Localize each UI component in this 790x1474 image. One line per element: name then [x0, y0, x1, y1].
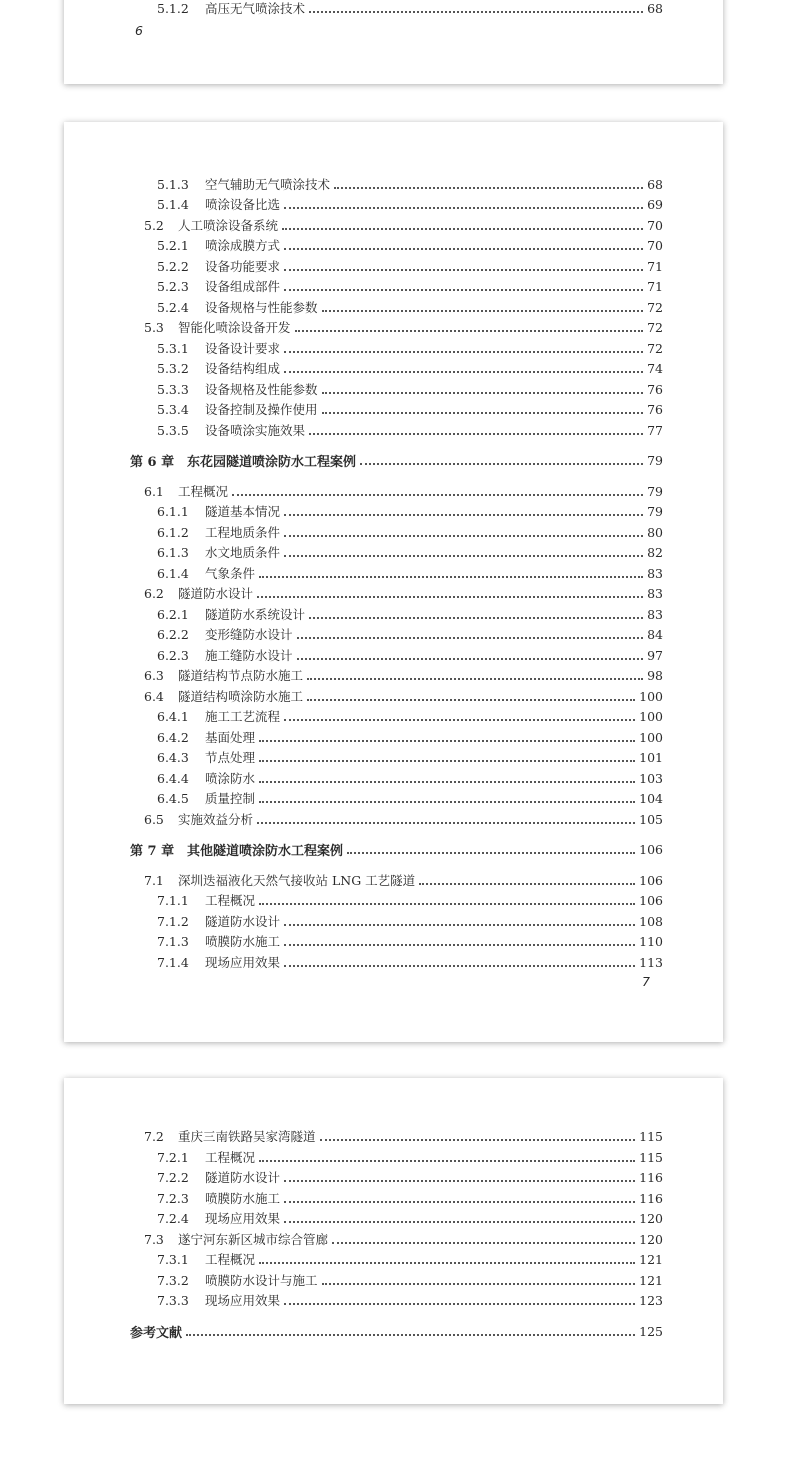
toc-entry-page: 69 [647, 196, 663, 212]
toc-entry-title: 隧道防水设计 [178, 586, 254, 601]
toc-entry-page: 74 [647, 360, 663, 376]
toc-entry-number: 7.2.3 [157, 1190, 189, 1206]
toc-entry-page: 72 [647, 319, 663, 335]
toc-entry [157, 277, 663, 295]
toc-entry-number: 5.2.2 [157, 258, 189, 274]
toc-entry-title: 现场应用效果 [205, 1293, 281, 1308]
toc-entry [157, 1291, 663, 1309]
toc-chapter-entry [130, 451, 663, 469]
toc-entry-page: 115 [639, 1128, 663, 1144]
toc-entry-title: 隧道防水设计 [205, 1170, 281, 1185]
toc-entry-number: 6.4.2 [157, 729, 189, 745]
toc-entry-page: 97 [647, 647, 663, 663]
toc-entry-page: 84 [647, 626, 663, 642]
dot-leader [282, 228, 643, 230]
toc-entry-title: 设备组成部件 [205, 279, 281, 294]
dot-leader [347, 852, 635, 854]
toc-entry [157, 769, 663, 787]
toc-entry-title: 基面处理 [205, 730, 256, 745]
dot-leader [307, 699, 635, 701]
toc-entry-title: 设备设计要求 [205, 341, 281, 356]
dot-leader [322, 412, 643, 414]
toc-entry-title: 现场应用效果 [205, 1211, 281, 1226]
dot-leader [259, 801, 635, 803]
toc-entry [157, 748, 663, 766]
dot-leader [186, 1334, 635, 1336]
toc-entry [157, 646, 663, 664]
toc-entry [157, 1189, 663, 1207]
toc-entry-number: 6.3 [144, 667, 164, 683]
toc-entry-title: 人工喷涂设备系统 [178, 218, 279, 233]
dot-leader [284, 1303, 635, 1305]
toc-entry-title: 参考文献 [130, 1325, 183, 1341]
toc-entry-number: 7.3.1 [157, 1251, 189, 1267]
toc-entry [144, 482, 663, 500]
toc-entry-number: 7.1.3 [157, 933, 189, 949]
dot-leader [284, 269, 643, 271]
dot-leader [297, 637, 643, 639]
dot-leader [259, 781, 635, 783]
dot-leader [257, 596, 643, 598]
toc-entry-title: 工程概况 [205, 1252, 256, 1267]
toc-entry-title: 实施效益分析 [178, 812, 254, 827]
toc-entry-title: 喷膜防水施工 [205, 1191, 281, 1206]
toc-entry-number: 6.1.1 [157, 503, 189, 519]
toc-entry-title: 其他隧道喷涂防水工程案例 [187, 843, 344, 859]
toc-entry [157, 1250, 663, 1268]
dot-leader [284, 514, 643, 516]
toc-entry-page: 83 [647, 585, 663, 601]
toc-entry [157, 912, 663, 930]
toc-entry-number: 6.4 [144, 688, 164, 704]
document-page [64, 0, 723, 84]
dot-leader [284, 351, 643, 353]
toc-entry-page: 121 [639, 1272, 663, 1288]
toc-entry-page: 98 [647, 667, 663, 683]
toc-entry-page: 106 [639, 841, 663, 857]
toc-entry [144, 687, 663, 705]
toc-entry-title: 施工缝防水设计 [205, 648, 293, 663]
dot-leader [284, 944, 635, 946]
toc-entry [157, 605, 663, 623]
toc-entry-number: 6.2.1 [157, 606, 189, 622]
toc-entry [157, 564, 663, 582]
toc-entry-title: 设备功能要求 [205, 259, 281, 274]
toc-entry-title: 质量控制 [205, 791, 256, 806]
toc-entry [144, 871, 663, 889]
toc-entry-page: 79 [647, 503, 663, 519]
toc-entry-number: 7.3.3 [157, 1292, 189, 1308]
toc-entry-page: 103 [639, 770, 663, 786]
dot-leader [360, 463, 643, 465]
toc-entry-title: 遂宁河东新区城市综合管廊 [178, 1232, 329, 1247]
toc-entry-number: 6.4.4 [157, 770, 189, 786]
toc-entry-number: 6.1 [144, 483, 164, 499]
toc-entry-title: 喷膜防水设计与施工 [205, 1273, 318, 1288]
toc-entry-number: 7.1.1 [157, 892, 189, 908]
toc-entry [157, 298, 663, 316]
toc-entry-number: 5.1.3 [157, 176, 189, 192]
toc-entry-number: 5.3.5 [157, 422, 189, 438]
toc-entry-number: 7.2.1 [157, 1149, 189, 1165]
dot-leader [284, 924, 635, 926]
toc-entry-number: 第 6 章 [130, 454, 175, 470]
toc-entry-number: 6.2 [144, 585, 164, 601]
toc-entry-number: 6.1.2 [157, 524, 189, 540]
dot-leader [284, 719, 635, 721]
toc-entry [157, 1209, 663, 1227]
toc-entry [157, 1148, 663, 1166]
toc-entry-page: 104 [639, 790, 663, 806]
dot-leader [284, 1221, 635, 1223]
toc-entry-page: 71 [647, 278, 663, 294]
toc-entry [144, 666, 663, 684]
dot-leader [259, 1262, 635, 1264]
toc-entry [157, 1271, 663, 1289]
toc-entry-title: 重庆三南铁路吴家湾隧道 [178, 1129, 316, 1144]
dot-leader [332, 1242, 635, 1244]
toc-entry-number: 6.4.5 [157, 790, 189, 806]
toc-entry-title: 隧道结构喷涂防水施工 [178, 689, 304, 704]
toc-entry-page: 120 [639, 1231, 663, 1247]
dot-leader [322, 392, 643, 394]
toc-entry-page: 77 [647, 422, 663, 438]
document-page [64, 122, 723, 1042]
toc-entry-number: 7.3.2 [157, 1272, 189, 1288]
toc-entry [157, 1168, 663, 1186]
toc-entry-page: 123 [639, 1292, 663, 1308]
dot-leader [232, 494, 643, 496]
toc-entry-number: 5.2.4 [157, 299, 189, 315]
toc-entry [157, 400, 663, 418]
toc-entry-title: 节点处理 [205, 750, 256, 765]
toc-entry-title: 深圳迭福液化天然气接收站 LNG 工艺隧道 [178, 873, 416, 888]
toc-entry-title: 设备喷涂实施效果 [205, 423, 306, 438]
toc-entry-number: 7.3 [144, 1231, 164, 1247]
toc-entry-title: 施工工艺流程 [205, 709, 281, 724]
toc-entry-page: 100 [639, 708, 663, 724]
toc-entry-number: 6.1.4 [157, 565, 189, 581]
toc-entry-title: 空气辅助无气喷涂技术 [205, 177, 331, 192]
toc-entry-title: 隧道防水系统设计 [205, 607, 306, 622]
toc-entry-title: 喷涂设备比选 [205, 197, 281, 212]
toc-chapter-entry [130, 840, 663, 858]
toc-entry-page: 106 [639, 892, 663, 908]
toc-entry-title: 设备规格及性能参数 [205, 382, 318, 397]
toc-entry-page: 79 [647, 483, 663, 499]
page-number: 6 [135, 23, 143, 38]
toc-entry-title: 水文地质条件 [205, 545, 281, 560]
toc-entry-number: 7.1.2 [157, 913, 189, 929]
toc-list [64, 122, 723, 1042]
toc-entry [157, 707, 663, 725]
dot-leader [259, 1160, 635, 1162]
toc-entry-page: 116 [639, 1169, 663, 1185]
dot-leader [284, 371, 643, 373]
dot-leader [297, 658, 643, 660]
toc-entry-number: 5.2 [144, 217, 164, 233]
toc-entry-title: 隧道结构节点防水施工 [178, 668, 304, 683]
toc-entry-page: 83 [647, 565, 663, 581]
toc-entry [157, 421, 663, 439]
toc-entry-number: 6.4.1 [157, 708, 189, 724]
toc-entry-number: 6.2.2 [157, 626, 189, 642]
toc-entry-number: 7.1 [144, 872, 164, 888]
toc-entry-number: 5.2.3 [157, 278, 189, 294]
dot-leader [284, 965, 635, 967]
toc-entry [157, 195, 663, 213]
toc-entry [144, 584, 663, 602]
toc-entry-page: 106 [639, 872, 663, 888]
toc-entry-page: 82 [647, 544, 663, 560]
dot-leader [284, 248, 643, 250]
toc-entry-number: 5.3 [144, 319, 164, 335]
toc-entry [157, 0, 663, 17]
dot-leader [259, 576, 643, 578]
toc-entry [157, 543, 663, 561]
dot-leader [309, 11, 643, 13]
toc-entry-page: 116 [639, 1190, 663, 1206]
dot-leader [284, 535, 643, 537]
toc-entry [157, 380, 663, 398]
dot-leader [322, 310, 643, 312]
toc-entry-number: 6.2.3 [157, 647, 189, 663]
toc-entry-page: 71 [647, 258, 663, 274]
dot-leader [419, 883, 635, 885]
toc-entry-title: 喷涂成膜方式 [205, 238, 281, 253]
toc-entry [157, 359, 663, 377]
toc-entry-number: 7.1.4 [157, 954, 189, 970]
toc-entry-title: 气象条件 [205, 566, 256, 581]
toc-entry-page: 80 [647, 524, 663, 540]
toc-list [64, 0, 723, 84]
toc-entry-number: 6.5 [144, 811, 164, 827]
dot-leader [284, 207, 643, 209]
toc-entry [157, 257, 663, 275]
dot-leader [322, 1283, 636, 1285]
toc-entry-title: 变形缝防水设计 [205, 627, 293, 642]
toc-entry-page: 120 [639, 1210, 663, 1226]
toc-entry [144, 216, 663, 234]
toc-entry-number: 5.1.2 [157, 0, 189, 16]
toc-entry-page: 70 [647, 237, 663, 253]
toc-entry [157, 236, 663, 254]
toc-entry-title: 现场应用效果 [205, 955, 281, 970]
toc-entry [144, 810, 663, 828]
document-page [64, 1078, 723, 1404]
toc-entry-page: 76 [647, 381, 663, 397]
toc-entry-title: 工程概况 [178, 484, 229, 499]
dot-leader [284, 1180, 635, 1182]
toc-entry [157, 789, 663, 807]
toc-entry-page: 121 [639, 1251, 663, 1267]
toc-entry [157, 953, 663, 971]
toc-entry [144, 1127, 663, 1145]
dot-leader [259, 740, 635, 742]
toc-list [64, 1078, 723, 1404]
page-number: 7 [642, 974, 650, 989]
toc-entry [157, 932, 663, 950]
toc-entry-title: 工程概况 [205, 1150, 256, 1165]
toc-entry-number: 7.2 [144, 1128, 164, 1144]
toc-entry-title: 工程地质条件 [205, 525, 281, 540]
toc-entry-number: 7.2.2 [157, 1169, 189, 1185]
toc-entry-page: 101 [639, 749, 663, 765]
toc-entry-page: 100 [639, 688, 663, 704]
toc-entry-number: 5.3.2 [157, 360, 189, 376]
dot-leader [320, 1139, 636, 1141]
toc-entry [157, 728, 663, 746]
toc-entry [157, 175, 663, 193]
toc-chapter-entry [130, 1322, 663, 1340]
toc-entry-page: 125 [639, 1323, 663, 1339]
toc-entry-page: 72 [647, 299, 663, 315]
dot-leader [259, 760, 635, 762]
toc-entry-page: 108 [639, 913, 663, 929]
toc-entry-number: 5.3.4 [157, 401, 189, 417]
toc-entry-number: 5.1.4 [157, 196, 189, 212]
toc-entry-page: 100 [639, 729, 663, 745]
dot-leader [307, 678, 643, 680]
toc-entry-title: 工程概况 [205, 893, 256, 908]
toc-entry-page: 68 [647, 0, 663, 16]
dot-leader [295, 330, 643, 332]
toc-entry-title: 隧道防水设计 [205, 914, 281, 929]
toc-entry-title: 喷膜防水施工 [205, 934, 281, 949]
toc-entry-page: 68 [647, 176, 663, 192]
toc-entry-number: 6.1.3 [157, 544, 189, 560]
dot-leader [257, 822, 635, 824]
toc-entry [144, 1230, 663, 1248]
toc-entry-title: 高压无气喷涂技术 [205, 1, 306, 16]
dot-leader [284, 1201, 635, 1203]
dot-leader [284, 289, 643, 291]
toc-entry-title: 隧道基本情况 [205, 504, 281, 519]
dot-leader [309, 617, 643, 619]
toc-entry-title: 喷涂防水 [205, 771, 256, 786]
toc-entry-title: 智能化喷涂设备开发 [178, 320, 291, 335]
toc-entry [157, 891, 663, 909]
toc-entry-page: 70 [647, 217, 663, 233]
toc-entry-number: 5.3.3 [157, 381, 189, 397]
toc-entry-page: 113 [639, 954, 663, 970]
toc-entry-page: 83 [647, 606, 663, 622]
toc-entry-page: 105 [639, 811, 663, 827]
toc-entry-page: 110 [639, 933, 663, 949]
toc-entry-title: 东花园隧道喷涂防水工程案例 [187, 454, 357, 470]
toc-entry-number: 5.2.1 [157, 237, 189, 253]
toc-entry-title: 设备结构组成 [205, 361, 281, 376]
dot-leader [334, 187, 643, 189]
toc-entry-number: 6.4.3 [157, 749, 189, 765]
toc-entry-page: 72 [647, 340, 663, 356]
toc-entry [157, 523, 663, 541]
toc-entry [157, 502, 663, 520]
toc-entry-number: 5.3.1 [157, 340, 189, 356]
toc-entry-page: 115 [639, 1149, 663, 1165]
toc-entry-number: 7.2.4 [157, 1210, 189, 1226]
toc-entry [157, 625, 663, 643]
toc-entry-title: 设备控制及操作使用 [205, 402, 318, 417]
dot-leader [309, 433, 643, 435]
toc-entry-number: 第 7 章 [130, 843, 175, 859]
dot-leader [259, 903, 635, 905]
toc-entry-title: 设备规格与性能参数 [205, 300, 318, 315]
toc-entry [144, 318, 663, 336]
toc-entry [157, 339, 663, 357]
toc-entry-page: 76 [647, 401, 663, 417]
dot-leader [284, 555, 643, 557]
toc-entry-page: 79 [647, 452, 663, 468]
